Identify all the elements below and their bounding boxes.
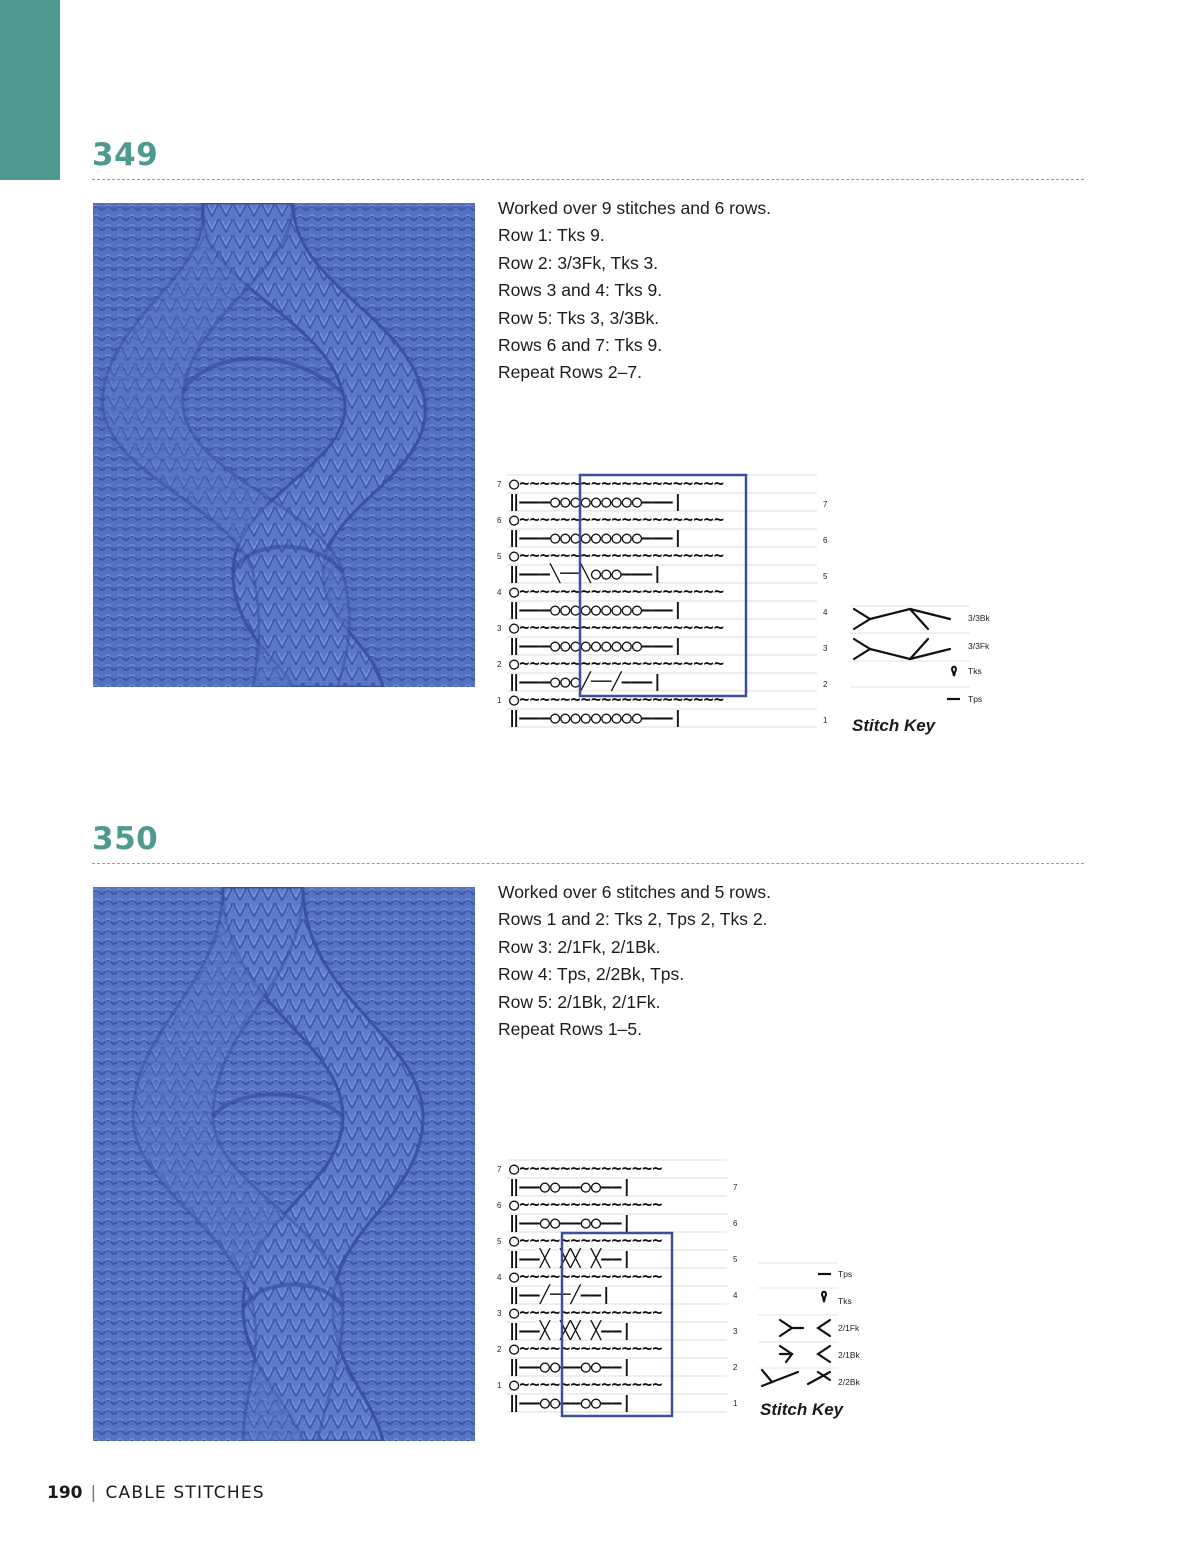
svg-text:○~~~~~~~~~~~~~~: ○~~~~~~~~~~~~~~ [509, 1303, 663, 1323]
instruction-line: Worked over 6 stitches and 5 rows. [498, 882, 771, 902]
cable-2-1-back-icon [780, 1346, 830, 1362]
section-divider [92, 179, 1084, 180]
svg-text:‖——○○——○○——|: ‖——○○——○○——| [509, 1177, 632, 1197]
row-number: 7 [733, 1183, 738, 1192]
stitch-key-349 [850, 605, 1000, 710]
svg-text:○~~~~~~~~~~~~~~: ○~~~~~~~~~~~~~~ [509, 1159, 663, 1179]
stitch-chart-350 [497, 1160, 742, 1420]
swatch-photo-350 [93, 887, 475, 1441]
row-number: 1 [823, 716, 828, 725]
row-number: 2 [823, 680, 828, 689]
svg-text:‖——╱──╱——|: ‖——╱──╱——| [509, 1285, 612, 1305]
instruction-line: Rows 1 and 2: Tks 2, Tps 2, Tks 2. [498, 909, 768, 930]
svg-text:○~~~~~~~~~~~~~~: ○~~~~~~~~~~~~~~ [509, 1195, 663, 1215]
pattern-number-350: 350 [92, 821, 159, 857]
instruction-line: Repeat Rows 1–5. [498, 1019, 642, 1040]
chart-symbols [509, 474, 724, 728]
row-number: 4 [497, 1273, 502, 1282]
row-number: 6 [733, 1219, 738, 1228]
stitch-chart-349 [497, 475, 832, 735]
instruction-line: Row 4: Tps, 2/2Bk, Tps. [498, 964, 685, 985]
stitch-key-title: Stitch Key [760, 1400, 844, 1419]
svg-text:‖———○○○○○○○○○———|: ‖———○○○○○○○○○———| [509, 600, 683, 620]
instruction-line: Rows 3 and 4: Tks 9. [498, 280, 663, 301]
section-title: CABLE STITCHES [105, 1483, 265, 1503]
row-number: 5 [823, 572, 828, 581]
svg-text:‖———○○○○○○○○○———|: ‖———○○○○○○○○○———| [509, 492, 683, 512]
instruction-line: Row 5: 2/1Bk, 2/1Fk. [498, 991, 661, 1012]
row-number: 2 [733, 1363, 738, 1372]
svg-text:○~~~~~~~~~~~~~~~~~~~~: ○~~~~~~~~~~~~~~~~~~~~ [509, 474, 724, 494]
key-label: 3/3Fk [968, 641, 990, 651]
key-label: Tks [838, 1296, 852, 1306]
svg-text:‖———╲──╲○○○———|: ‖———╲──╲○○○———| [509, 564, 663, 584]
svg-text:○~~~~~~~~~~~~~~: ○~~~~~~~~~~~~~~ [509, 1231, 663, 1251]
chart-symbols [509, 1159, 663, 1413]
section-divider [92, 863, 1084, 864]
row-number: 2 [497, 660, 502, 669]
svg-text:○~~~~~~~~~~~~~~~~~~~~: ○~~~~~~~~~~~~~~~~~~~~ [509, 618, 724, 638]
page-number: 190 [47, 1483, 83, 1503]
svg-text:‖——╳ ╳╳ ╳——|: ‖——╳ ╳╳ ╳——| [509, 1249, 632, 1269]
svg-text:○~~~~~~~~~~~~~~: ○~~~~~~~~~~~~~~ [509, 1267, 663, 1287]
pattern-number-349: 349 [92, 137, 159, 173]
svg-text:‖———○○○╱──╱———|: ‖———○○○╱──╱———| [509, 672, 663, 692]
row-number: 2 [497, 1345, 502, 1354]
swatch-photo-349 [93, 203, 475, 687]
row-number: 1 [497, 1381, 502, 1390]
chapter-tab [0, 0, 60, 180]
instruction-line: Row 3: 2/1Fk, 2/1Bk. [498, 936, 661, 957]
row-number: 7 [497, 1165, 502, 1174]
row-number: 4 [823, 608, 828, 617]
row-number: 1 [497, 696, 502, 705]
instructions-350 [498, 879, 771, 1043]
row-number: 7 [497, 480, 502, 489]
cable-3-3-front-icon [854, 639, 950, 659]
svg-text:○~~~~~~~~~~~~~~~~~~~~: ○~~~~~~~~~~~~~~~~~~~~ [509, 510, 724, 530]
svg-text:‖———○○○○○○○○○———|: ‖———○○○○○○○○○———| [509, 708, 683, 728]
tks-icon [952, 667, 956, 676]
svg-text:‖——○○——○○——|: ‖——○○——○○——| [509, 1393, 632, 1413]
key-label: Tps [968, 694, 983, 704]
instruction-line: Worked over 9 stitches and 6 rows. [498, 198, 771, 218]
row-number: 4 [733, 1291, 738, 1300]
key-label: 2/1Bk [838, 1350, 860, 1360]
row-number: 6 [823, 536, 828, 545]
svg-text:○~~~~~~~~~~~~~~~~~~~~: ○~~~~~~~~~~~~~~~~~~~~ [509, 690, 724, 710]
instruction-line: Row 2: 3/3Fk, Tks 3. [498, 252, 659, 273]
svg-text:○~~~~~~~~~~~~~~~~~~~~: ○~~~~~~~~~~~~~~~~~~~~ [509, 546, 724, 566]
svg-text:○~~~~~~~~~~~~~~: ○~~~~~~~~~~~~~~ [509, 1375, 663, 1395]
row-number: 3 [497, 624, 502, 633]
svg-text:‖——○○——○○——|: ‖——○○——○○——| [509, 1213, 632, 1233]
cable-2-1-front-icon [780, 1320, 830, 1336]
row-number: 3 [823, 644, 828, 653]
key-label: 2/1Fk [838, 1323, 860, 1333]
svg-text:○~~~~~~~~~~~~~~~~~~~~: ○~~~~~~~~~~~~~~~~~~~~ [509, 582, 724, 602]
key-label: Tks [968, 666, 982, 676]
instructions-349 [498, 195, 771, 387]
svg-text:○~~~~~~~~~~~~~~: ○~~~~~~~~~~~~~~ [509, 1339, 663, 1359]
cable-2-2-back-icon [762, 1370, 830, 1386]
cable-3-3-back-icon [854, 609, 950, 629]
key-label: Tps [838, 1269, 853, 1279]
row-number: 5 [497, 552, 502, 561]
instruction-line: Row 5: Tks 3, 3/3Bk. [498, 307, 660, 328]
row-number: 3 [733, 1327, 738, 1336]
svg-text:‖——○○——○○——|: ‖——○○——○○——| [509, 1357, 632, 1377]
key-label: 3/3Bk [968, 613, 990, 623]
row-number: 6 [497, 1201, 502, 1210]
tks-icon [822, 1292, 826, 1302]
row-number: 3 [497, 1309, 502, 1318]
row-number: 4 [497, 588, 502, 597]
stitch-key-title: Stitch Key [852, 716, 936, 735]
row-number: 5 [497, 1237, 502, 1246]
row-number: 5 [733, 1255, 738, 1264]
stitch-key-350 [758, 1262, 908, 1394]
instruction-line: Row 1: Tks 9. [498, 225, 605, 246]
instruction-line: Rows 6 and 7: Tks 9. [498, 335, 663, 356]
svg-text:‖——╳ ╳╳ ╳——|: ‖——╳ ╳╳ ╳——| [509, 1321, 632, 1341]
instruction-line: Repeat Rows 2–7. [498, 362, 642, 383]
svg-text:‖———○○○○○○○○○———|: ‖———○○○○○○○○○———| [509, 528, 683, 548]
key-label: 2/2Bk [838, 1377, 860, 1387]
page-footer [47, 1483, 265, 1503]
row-number: 6 [497, 516, 502, 525]
footer-separator: | [90, 1483, 98, 1503]
row-number: 7 [823, 500, 828, 509]
svg-text:○~~~~~~~~~~~~~~~~~~~~: ○~~~~~~~~~~~~~~~~~~~~ [509, 654, 724, 674]
row-number: 1 [733, 1399, 738, 1408]
svg-text:‖———○○○○○○○○○———|: ‖———○○○○○○○○○———| [509, 636, 683, 656]
